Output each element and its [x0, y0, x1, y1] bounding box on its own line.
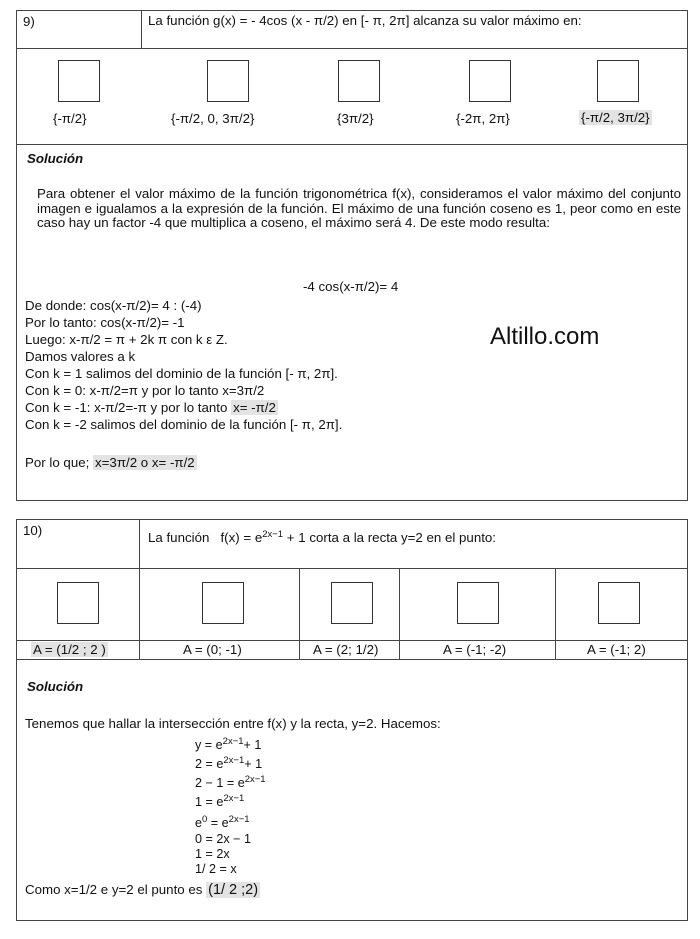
- function-exponent: 2x−1: [262, 529, 284, 540]
- option-checkbox[interactable]: [469, 60, 511, 102]
- option-1[interactable]: [17, 48, 141, 144]
- function-base: f(x) = e: [220, 530, 263, 545]
- question-9-header: [17, 11, 687, 49]
- equation-step: [195, 736, 262, 752]
- divider: [141, 11, 142, 48]
- highlighted-answer: (1/ 2 ;2): [208, 882, 259, 898]
- eq-exponent: 2x−1: [228, 814, 250, 825]
- solution-line: Con k = 1 salimos del dominio de la función [- π, 2π].: [25, 366, 338, 381]
- option-2[interactable]: [141, 48, 317, 144]
- option-label-highlighted: A = (1/2 ; 2 ): [33, 642, 106, 657]
- options-row: [17, 568, 687, 660]
- option-5[interactable]: [555, 568, 689, 659]
- question-10-block: [16, 519, 688, 921]
- option-label: {-π/2, 0, 3π/2}: [171, 111, 255, 126]
- option-label: {-2π, 2π}: [456, 111, 510, 126]
- solution-line: Por lo tanto: cos(x-π/2)= -1: [25, 315, 185, 330]
- option-label: A = (0; -1): [183, 642, 242, 657]
- solution-line: Con k = -2 salimos del dominio de la función [- π, 2π].: [25, 417, 343, 432]
- option-label: {-π/2}: [53, 111, 87, 126]
- solution-line-text: Con k = -1: x-π/2=-π y por lo tanto: [25, 400, 228, 415]
- function-expression: [220, 530, 305, 545]
- eq-exponent: 2x−1: [244, 774, 266, 785]
- question-text-a: La función: [148, 530, 210, 545]
- final-answer-label: Por lo que;: [25, 455, 90, 470]
- option-checkbox[interactable]: [58, 60, 100, 102]
- option-5[interactable]: [557, 48, 689, 144]
- option-label: A = (-1; -2): [443, 642, 507, 657]
- question-9-block: [16, 10, 688, 501]
- option-checkbox[interactable]: [331, 582, 373, 624]
- eq-text: 2 − 1 = e: [195, 776, 245, 790]
- eq-exponent: 2x−1: [222, 736, 244, 747]
- option-label: {3π/2}: [337, 111, 374, 126]
- option-checkbox[interactable]: [202, 582, 244, 624]
- question-text: La función g(x) = - 4cos (x - π/2) en [- π, 2π] alcanza su valor máximo en:: [148, 13, 582, 28]
- highlighted-answer: x= -π/2: [233, 400, 276, 415]
- option-checkbox[interactable]: [207, 60, 249, 102]
- option-1[interactable]: [17, 568, 139, 659]
- final-answer: [25, 455, 197, 470]
- watermark-logo: Altillo.com: [490, 323, 600, 350]
- question-number: 10): [23, 523, 43, 538]
- eq-text: 2 = e: [195, 757, 224, 771]
- question-number: 9): [23, 14, 35, 29]
- eq-text: y = e: [195, 738, 223, 752]
- solution-intro: Tenemos que hallar la intersección entre f(x) y la recta, y=2. Hacemos:: [25, 716, 441, 731]
- eq-exponent: 2x−1: [223, 755, 245, 766]
- final-answer: [25, 882, 260, 898]
- option-checkbox[interactable]: [457, 582, 499, 624]
- solution-line: Con k = 0: x-π/2=π y por lo tanto x=3π/2: [25, 383, 265, 398]
- equation-step: [195, 755, 263, 771]
- equation-step: 0 = 2x − 1: [195, 832, 252, 846]
- options-row: [17, 48, 687, 145]
- question-text-b: corta a la recta y=2 en el punto:: [309, 530, 497, 545]
- solution-line: [25, 400, 278, 415]
- solution-title: Solución: [27, 151, 84, 166]
- eq-text: + 1: [243, 738, 262, 752]
- highlighted-answer: x=3π/2 o x= -π/2: [95, 455, 195, 470]
- equation-step: 1 = 2x: [195, 847, 230, 861]
- equation-step: 1/ 2 = x: [195, 862, 237, 876]
- eq-text: 1 = e: [195, 795, 224, 809]
- eq-exponent: 0: [202, 814, 208, 825]
- eq-text: + 1: [244, 757, 263, 771]
- equation-step: [195, 814, 250, 830]
- equation-step: [195, 793, 245, 809]
- final-answer-label: Como x=1/2 e y=2 el punto es: [25, 882, 203, 897]
- solution-line: Damos valores a k: [25, 349, 136, 364]
- option-checkbox[interactable]: [597, 60, 639, 102]
- solution-line: Luego: x-π/2 = π + 2k π con k ε Z.: [25, 332, 228, 347]
- option-4[interactable]: [437, 48, 557, 144]
- solution-line: De donde: cos(x-π/2)= 4 : (-4): [25, 298, 202, 313]
- option-3[interactable]: [317, 48, 437, 144]
- option-checkbox[interactable]: [598, 582, 640, 624]
- option-checkbox[interactable]: [57, 582, 99, 624]
- center-equation: -4 cos(x-π/2)= 4: [303, 279, 399, 294]
- option-label-highlighted: {-π/2, 3π/2}: [581, 110, 650, 125]
- eq-text: = e: [207, 816, 229, 830]
- option-3[interactable]: [299, 568, 399, 659]
- solution-title: Solución: [27, 679, 84, 694]
- option-4[interactable]: [399, 568, 555, 659]
- question-text: [148, 530, 647, 545]
- eq-text: e: [195, 816, 203, 830]
- eq-exponent: 2x−1: [223, 793, 245, 804]
- function-tail: + 1: [286, 530, 306, 545]
- option-label: A = (-1; 2): [587, 642, 646, 657]
- solution-intro: Para obtener el valor máximo de la función trigonométrica f(x), consideramos el valor máximo del conjunto imagen e igualamos a la expresión de la función. El máximo de una función coseno es 1, peor como en este caso hay un factor -4 que multiplica a coseno, el máximo será 4. De este modo resulta:: [37, 186, 681, 230]
- option-label: A = (2; 1/2): [313, 642, 379, 657]
- equation-step: [195, 774, 266, 790]
- question-10-header: [17, 520, 687, 569]
- divider: [139, 520, 140, 568]
- option-checkbox[interactable]: [338, 60, 380, 102]
- option-2[interactable]: [139, 568, 299, 659]
